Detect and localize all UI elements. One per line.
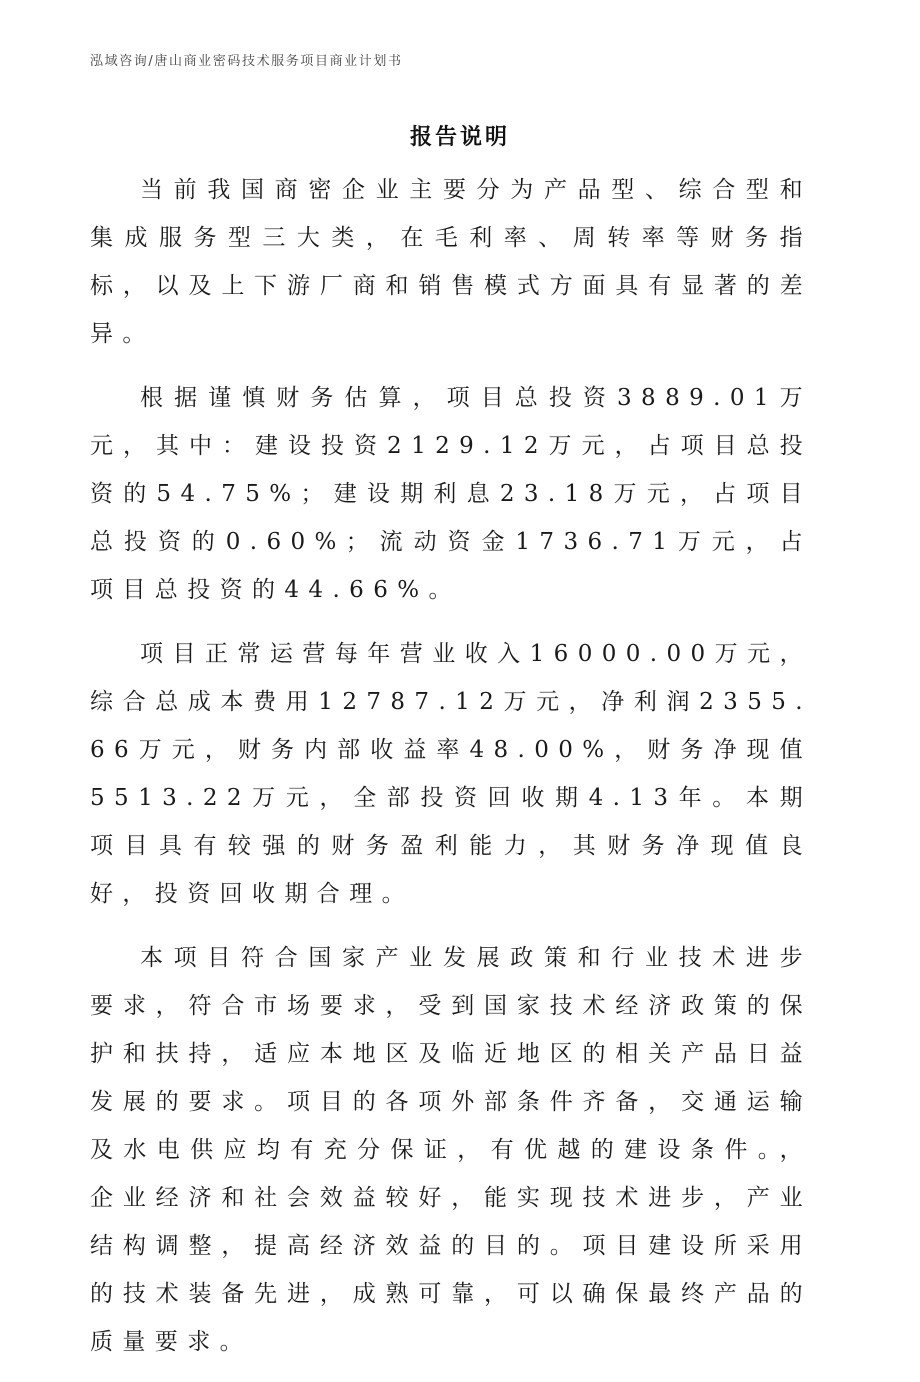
section-title: 报告说明	[409, 125, 510, 150]
paragraph-financial-returns: 项目正常运营每年营业收入16000.00万元，综合总成本费用12787.12万元，净利润2355.66万元，财务内部收益率48.00%，财务净现值5513.22万元，全部投资回收期4.13年。本期项目具有较强的财务盈利能力，其财务净现值良好，投资回收期合理。	[90, 641, 812, 907]
paragraph-project-feasibility: 本项目符合国家产业发展政策和行业技术进步要求，符合市场要求，受到国家技术经济政策的保护和扶持，适应本地区及临近地区的相关产品日益发展的要求。项目的各项外部条件齐备，交通运输及水电供应均有充分保证，有优越的建设条件。，企业经济和社会效益较好，能实现技术进步，产业结构调整，提高经济效益的目的。项目建设所采用的技术装备先进，成熟可靠，可以确保最终产品的质量要求。	[90, 945, 812, 1355]
running-header: 泓域咨询/唐山商业密码技术服务项目商业计划书	[90, 54, 403, 69]
paragraph-investment-estimate: 根据谨慎财务估算，项目总投资3889.01万元，其中：建设投资2129.12万元，占项目总投资的54.75%；建设期利息23.18万元，占项目总投资的0.60%；流动资金1736.71万元，占项目总投资的44.66%。	[90, 385, 812, 603]
document-body	[90, 166, 812, 1382]
paragraph-industry-overview: 当前我国商密企业主要分为产品型、综合型和集成服务型三大类，在毛利率、周转率等财务指标，以及上下游厂商和销售模式方面具有显著的差异。	[90, 177, 812, 347]
